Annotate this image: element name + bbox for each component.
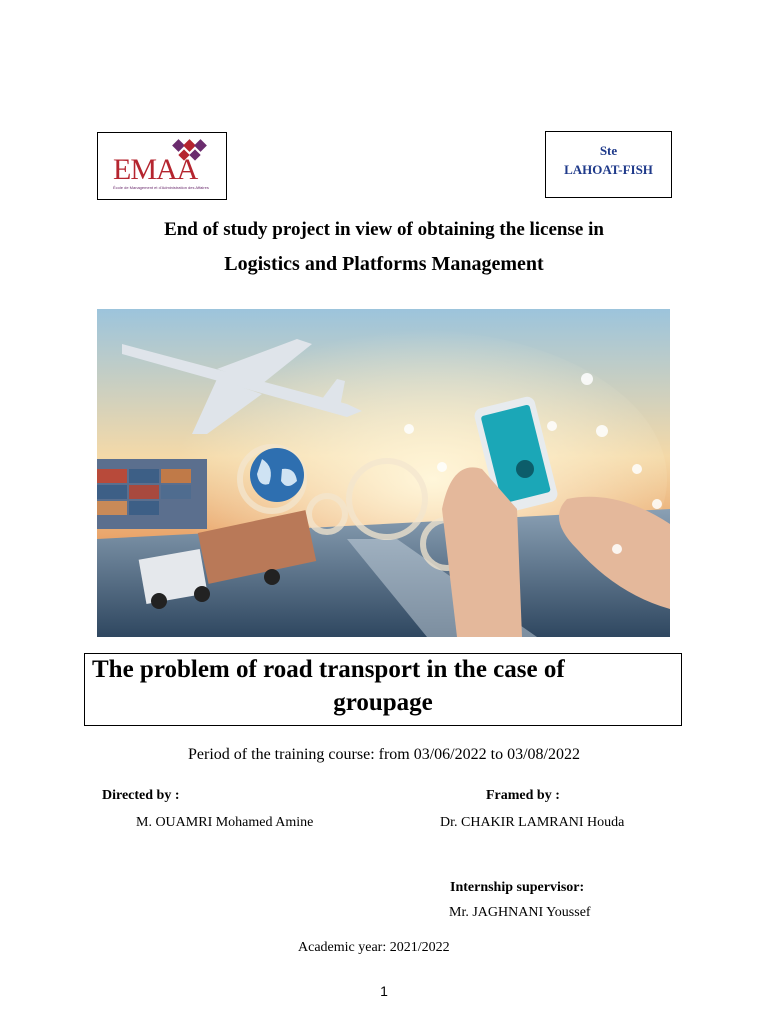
title-line-2: groupage — [333, 689, 433, 716]
emaa-logo-box — [97, 132, 227, 200]
emaa-logo — [98, 133, 226, 199]
supervisor-label: Internship supervisor: — [450, 880, 585, 895]
company-name: LAHOAT-FISH — [564, 162, 653, 177]
framed-by-name: Dr. CHAKIR LAMRANI Houda — [440, 815, 625, 830]
subtitle-line-1: End of study project in view of obtaining the license in — [164, 219, 604, 240]
globe-icon — [250, 448, 304, 502]
framed-by-label: Framed by : — [486, 788, 560, 803]
logo-text: EMAA — [113, 153, 198, 186]
containers-icon — [97, 459, 207, 529]
directed-by-label: Directed by : — [102, 788, 180, 803]
academic-year: Academic year: 2021/2022 — [298, 940, 450, 955]
cover-image — [97, 309, 670, 637]
page-number: 1 — [380, 983, 388, 999]
title-line-1: The problem of road transport in the case of — [92, 656, 565, 683]
logo-tagline: École de Management et d'Administration des Affaires — [113, 185, 209, 190]
company-prefix: Ste — [599, 143, 618, 158]
subtitle-line-2: Logistics and Platforms Management — [224, 253, 544, 275]
company-box — [545, 131, 672, 198]
training-period: Period of the training course: from 03/06/2022 to 03/08/2022 — [188, 746, 580, 763]
supervisor-name: Mr. JAGHNANI Youssef — [449, 905, 591, 920]
directed-by-name: M. OUAMRI Mohamed Amine — [136, 815, 314, 830]
